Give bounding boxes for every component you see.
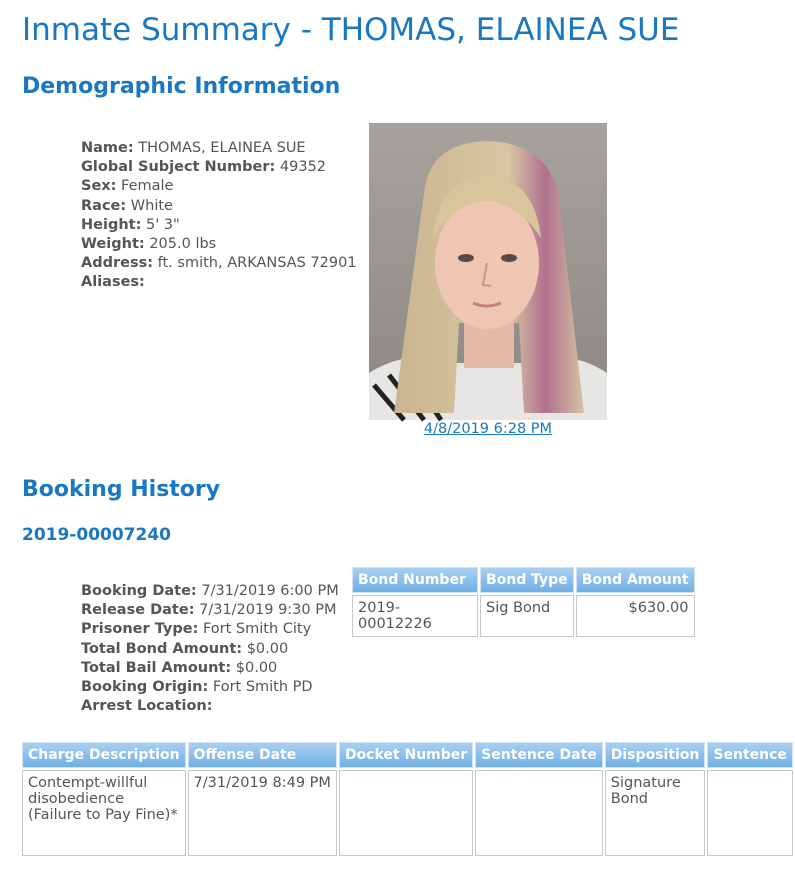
field-label: Sex: xyxy=(81,178,117,195)
booking-origin-row xyxy=(81,678,339,697)
booking-date-row xyxy=(81,582,339,601)
total-bond-row xyxy=(81,640,339,659)
subject-number-row xyxy=(81,158,357,177)
offense-date-cell: 7/31/2019 8:49 PM xyxy=(188,770,337,856)
charge-description-header[interactable]: Charge Description xyxy=(22,742,186,768)
charges-table xyxy=(20,740,795,858)
photo-date-link[interactable]: 4/8/2019 6:28 PM xyxy=(423,421,553,437)
total-bail-row xyxy=(81,659,339,678)
field-label: Arrest Location: xyxy=(81,698,213,715)
sentence-date-header[interactable]: Sentence Date xyxy=(475,742,603,768)
field-value: 7/31/2019 9:30 PM xyxy=(199,602,337,619)
field-label: Weight: xyxy=(81,236,145,253)
sentence-cell xyxy=(707,770,793,856)
field-value: Fort Smith PD xyxy=(212,679,313,696)
height-row xyxy=(81,216,357,235)
field-value: 205.0 lbs xyxy=(149,236,217,253)
field-value: THOMAS, ELAINEA SUE xyxy=(138,140,306,156)
address-row xyxy=(81,254,357,273)
field-label: Aliases: xyxy=(81,274,145,291)
field-label: Booking Origin: xyxy=(81,679,209,696)
sentence-header[interactable]: Sentence xyxy=(707,742,793,768)
docket-number-cell xyxy=(339,770,473,856)
sex-row xyxy=(81,177,357,196)
mugshot-image xyxy=(369,123,607,420)
field-value: Fort Smith City xyxy=(202,621,312,638)
charges-header-row xyxy=(22,742,793,768)
field-label: Booking Date: xyxy=(81,583,197,599)
race-row xyxy=(81,197,357,216)
field-value: $0.00 xyxy=(235,659,278,676)
offense-date-header[interactable]: Offense Date xyxy=(188,742,337,768)
bond-type-cell: Sig Bond xyxy=(480,595,574,637)
field-label: Prisoner Type: xyxy=(81,621,199,638)
bond-header-row xyxy=(352,567,695,593)
field-label: Height: xyxy=(81,216,142,233)
field-value: Female xyxy=(121,178,174,195)
field-label: Total Bail Amount: xyxy=(81,659,232,676)
page-title: Inmate Summary - THOMAS, ELAINEA SUE xyxy=(22,12,680,48)
aliases-row xyxy=(81,273,357,292)
field-value: 5' 3" xyxy=(145,216,180,233)
field-label: Name: xyxy=(81,140,134,156)
booking-history-heading: Booking History xyxy=(22,477,221,502)
bond-amount-cell: $630.00 xyxy=(576,595,695,637)
booking-number: 2019-00007240 xyxy=(22,525,171,545)
sentence-date-cell xyxy=(475,770,603,856)
demographic-info xyxy=(81,139,357,293)
release-date-row xyxy=(81,601,339,620)
field-label: Release Date: xyxy=(81,602,195,619)
docket-number-header[interactable]: Docket Number xyxy=(339,742,473,768)
prisoner-type-row xyxy=(81,620,339,639)
field-label: Race: xyxy=(81,197,127,214)
bond-type-header[interactable]: Bond Type xyxy=(480,567,574,593)
bond-amount-header[interactable]: Bond Amount xyxy=(576,567,695,593)
field-value: 49352 xyxy=(279,159,327,176)
field-value: ft. smith, ARKANSAS 72901 xyxy=(157,255,357,272)
field-label: Total Bond Amount: xyxy=(81,640,243,657)
field-value: White xyxy=(130,197,173,214)
weight-row xyxy=(81,235,357,254)
charge-description-cell: Contempt-willful disobedience (Failure to Pay Fine)* xyxy=(22,770,186,856)
bond-number-cell: 2019-00012226 xyxy=(352,595,478,637)
bond-number-header[interactable]: Bond Number xyxy=(352,567,478,593)
field-label: Global Subject Number: xyxy=(81,159,276,176)
booking-info xyxy=(81,582,339,716)
mugshot-photo[interactable] xyxy=(369,123,607,420)
table-row xyxy=(352,595,695,637)
disposition-header[interactable]: Disposition xyxy=(605,742,706,768)
field-label: Address: xyxy=(81,255,154,272)
arrest-location-row xyxy=(81,697,339,716)
field-value: 7/31/2019 6:00 PM xyxy=(201,583,339,599)
name-row xyxy=(81,139,357,158)
disposition-cell: Signature Bond xyxy=(605,770,706,856)
demographic-heading: Demographic Information xyxy=(22,74,341,99)
bond-table xyxy=(350,565,697,639)
field-value: $0.00 xyxy=(246,640,289,657)
table-row xyxy=(22,770,793,856)
